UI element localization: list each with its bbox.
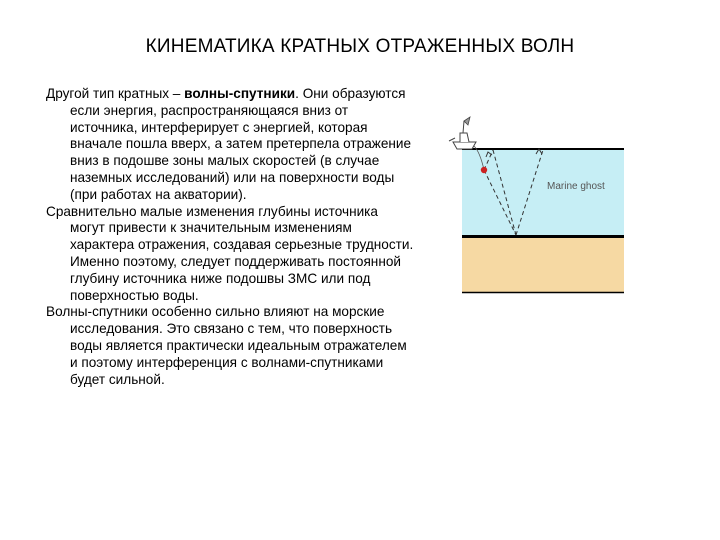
paragraph-1-lead: Другой тип кратных – xyxy=(46,86,185,101)
paragraph-marine-surveys: Волны-спутники особенно сильно влияют на морские исследования. Это связано с тем, что поверхность воды является практически идеальным отражателем и поэтому интерференция с волнами-спутниками будет сильной. xyxy=(46,304,407,387)
ghost-wave-term: волны-спутники xyxy=(184,86,296,101)
paragraph-ghost-waves xyxy=(46,86,416,204)
vessel-icon xyxy=(449,117,476,149)
body-text xyxy=(46,86,416,388)
paragraph-depth-changes: Сравнительно малые изменения глубины источника могут привести к значительным изменениям характера отражения, создавая серьезные трудности. Именно поэтому, следует поддерживать постоянной глубину источника ниже подошвы ЗМС или под поверхностью воды. xyxy=(46,203,414,303)
source-marker xyxy=(481,167,487,173)
slide-title: КИНЕМАТИКА КРАТНЫХ ОТРАЖЕННЫХ ВОЛН xyxy=(145,36,575,57)
water-layer xyxy=(462,148,624,236)
sediment-layer xyxy=(462,238,624,292)
paragraph-1-rest: . Они образуются если энергия, распространяющаяся вниз от источника, интерферирует с энергией, которая вначале пошла вверх, а затем претерпела отражение вниз в подошве зоны малых скоростей (в случае наземных исследований) или на поверхности воды (при работах на акватории). xyxy=(70,86,412,202)
marine-ghost-label: Marine ghost xyxy=(547,181,605,192)
marine-ghost-diagram xyxy=(436,112,632,302)
